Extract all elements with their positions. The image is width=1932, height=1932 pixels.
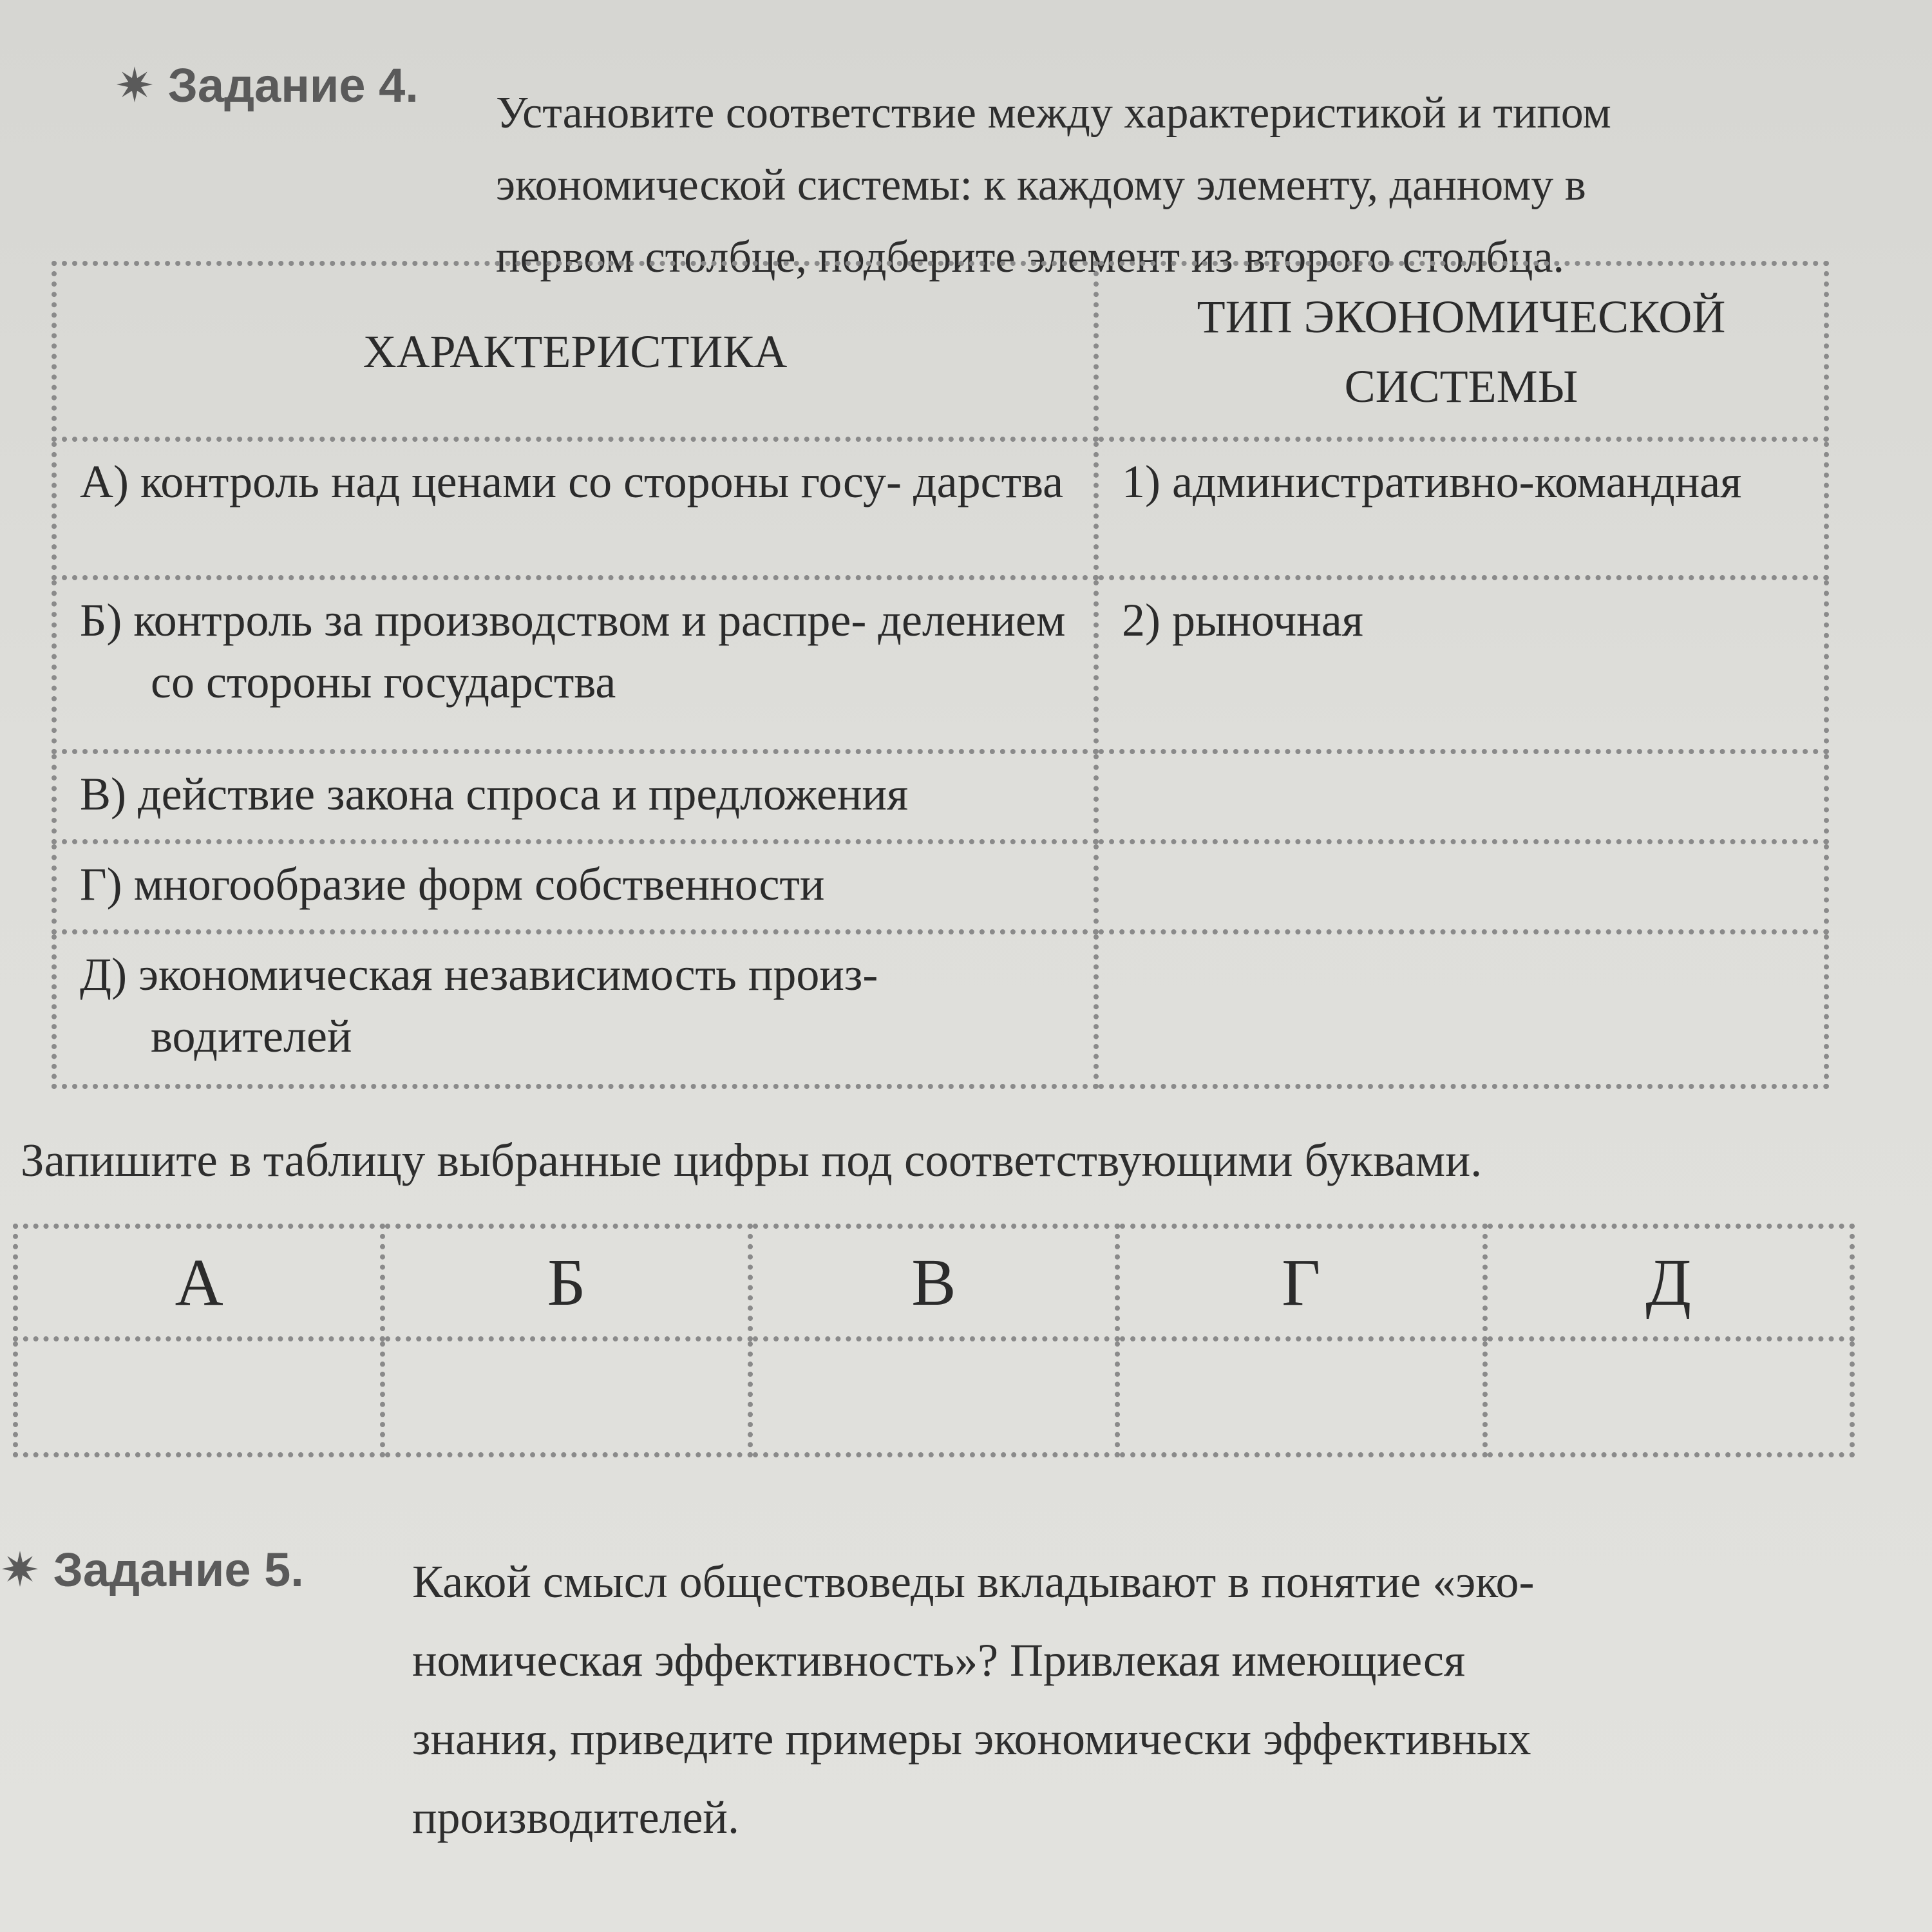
task5-question xyxy=(412,1542,1868,1857)
system-type-header-line: ТИП ЭКОНОМИЧЕСКОЙ xyxy=(1197,290,1726,343)
table-row xyxy=(54,932,1826,1086)
task4-question-line: экономической системы: к каждому элементу, данному в xyxy=(496,160,1586,210)
answer-letter: Б xyxy=(383,1226,750,1339)
answer-blanks-row xyxy=(15,1339,1852,1455)
answer-blank-cell[interactable] xyxy=(383,1339,750,1455)
task5-title: ✷ Задание 5. xyxy=(0,1543,304,1596)
table-row xyxy=(54,752,1826,842)
empty-cell xyxy=(1096,842,1826,932)
answer-letters-row xyxy=(15,1226,1852,1339)
characteristic-b xyxy=(54,578,1096,752)
system-type-header xyxy=(1096,263,1826,439)
table-row xyxy=(54,578,1826,752)
task4-title: ✷ Задание 4. xyxy=(115,59,419,112)
answer-table xyxy=(13,1224,1855,1457)
characteristic-a xyxy=(54,439,1096,578)
table-row xyxy=(54,842,1826,932)
characteristic-text: В) действие закона спроса и предложения xyxy=(80,768,909,820)
task5-question-line: Какой смысл обществоведы вкладывают в понятие «эко- xyxy=(412,1556,1535,1607)
answer-instruction: Запишите в таблицу выбранные цифры под соответствующими буквами. xyxy=(21,1134,1482,1186)
task5-question-line: номическая эффективность»? Привлекая имеющиеся xyxy=(412,1634,1466,1686)
system-type-1: 1) административно-командная xyxy=(1096,439,1826,578)
matching-table xyxy=(52,261,1829,1089)
matching-table-header xyxy=(54,263,1826,439)
answer-letter: А xyxy=(15,1226,383,1339)
characteristic-v xyxy=(54,752,1096,842)
answer-blank-cell[interactable] xyxy=(750,1339,1117,1455)
characteristic-g xyxy=(54,842,1096,932)
characteristic-text: Г) многообразие форм собственности xyxy=(80,858,825,910)
characteristic-text: А) контроль над ценами со стороны госу- дарства xyxy=(80,456,1064,507)
characteristic-d xyxy=(54,932,1096,1086)
answer-blank-cell[interactable] xyxy=(15,1339,383,1455)
answer-blank-cell[interactable] xyxy=(1117,1339,1484,1455)
task5-question-line: производителей. xyxy=(412,1792,739,1843)
answer-letter: В xyxy=(750,1226,1117,1339)
answer-blank-cell[interactable] xyxy=(1485,1339,1852,1455)
system-type-2: 2) рыночная xyxy=(1096,578,1826,752)
empty-cell xyxy=(1096,752,1826,842)
task5-question-line: знания, приведите примеры экономически эффективных xyxy=(412,1713,1531,1765)
answer-letter: Д xyxy=(1485,1226,1852,1339)
table-row xyxy=(54,439,1826,578)
empty-cell xyxy=(1096,932,1826,1086)
characteristic-text: Д) экономическая независимость произ- водителей xyxy=(80,949,878,1062)
characteristic-header: ХАРАКТЕРИСТИКА xyxy=(54,263,1096,439)
system-type-header-line: СИСТЕМЫ xyxy=(1344,360,1578,412)
answer-letter: Г xyxy=(1117,1226,1484,1339)
task4-question-line: Установите соответствие между характеристикой и типом xyxy=(496,88,1611,138)
characteristic-text: Б) контроль за производством и распре- делением со стороны государства xyxy=(80,594,1066,708)
task4-question-line: первом столбце, подберите элемент из второго столбца. xyxy=(496,232,1565,282)
